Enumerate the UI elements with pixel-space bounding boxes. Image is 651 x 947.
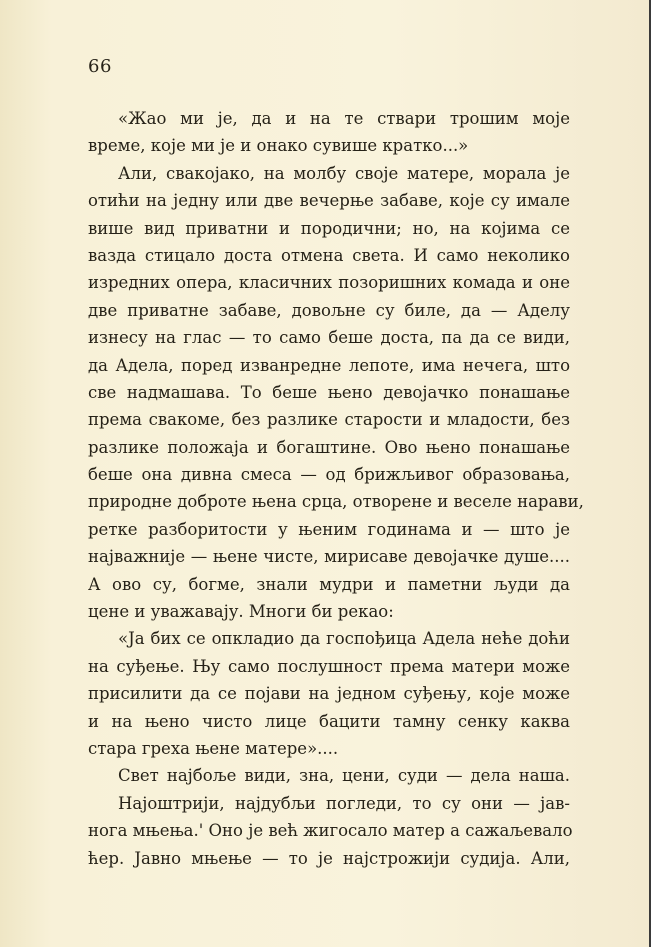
text-line: на суђење. Њу само послушност према матери може	[88, 656, 570, 676]
text-line: да Адела, поред изванредне лепоте, има нечега, што	[88, 355, 570, 375]
text-line: најважније — њене чисте, мирисаве девојачке душе....	[88, 547, 570, 567]
text-line: цене и уважавају. Многи би рекао:	[88, 602, 394, 622]
text-line: две приватне забаве, довољне су биле, да — Аделу	[88, 300, 570, 320]
text-line: изнесу на глас — то само беше доста, па да се види,	[88, 328, 570, 348]
text-line: нога мњења.' Оно је већ жигосало матер а сажаљевало	[88, 821, 573, 841]
text-line: стара греха њене матере»....	[88, 738, 339, 758]
text-line: «Ја бих се опкладио да госпођица Адела неће доћи	[118, 629, 570, 649]
text-line: Најоштрији, најдубљи погледи, то су они — јав-	[118, 793, 570, 813]
text-line: Свет најбоље види, зна, цени, суди — дела наша.	[118, 766, 570, 786]
text-line: ретке разборитости у њеним годинама и — што је	[88, 519, 570, 539]
text-line: А ово су, богме, знали мудри и паметни људи да	[88, 574, 570, 594]
page-number: 66	[88, 56, 112, 77]
text-line: ћер. Јавно мњење — то је најстрожији судија. Али,	[88, 848, 570, 868]
text-line: више вид приватни и породични; но, на којима се	[88, 218, 570, 238]
text-line: вазда стицало доста отмена света. И само неколико	[88, 245, 570, 265]
text-line: беше она дивна смеса — од брижљивог образовања,	[88, 465, 570, 485]
body-text	[88, 105, 584, 872]
text-line: изредних опера, класичних позоришних комада и оне	[88, 273, 570, 293]
text-line: Али, свакојако, на молбу своје матере, морала је	[118, 163, 570, 183]
text-line: све надмашава. То беше њено девојачко понашање	[88, 382, 570, 402]
text-line: време, које ми је и онако сувише кратко...»	[88, 136, 469, 156]
text-line: природне доброте њена срца, отворене и веселе нарави,	[88, 492, 584, 512]
text-line: према свакоме, без разлике старости и младости, без	[88, 410, 570, 430]
text-line: отићи на једну или две вечерње забаве, које су имале	[88, 191, 570, 211]
text-line: присилити да се појави на једном суђењу, које може	[88, 684, 570, 704]
text-line: «Жао ми је, да и на те ствари трошим моје	[118, 109, 570, 128]
text-line: разлике положаја и богаштине. Ово њено понашање	[88, 437, 570, 457]
text-line: и на њено чисто лице бацити тамну сенку каква	[88, 711, 570, 731]
